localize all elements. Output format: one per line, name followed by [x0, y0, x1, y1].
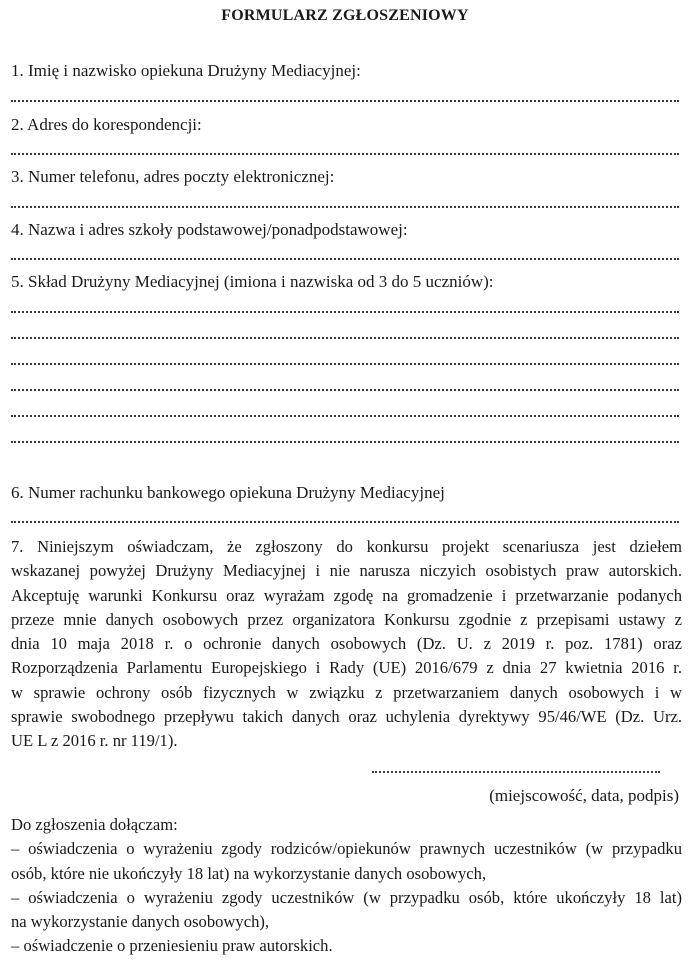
declaration-paragraph: [11, 535, 682, 754]
attachment-line: – oświadczenie o przeniesieniu praw autorskich.: [11, 936, 333, 956]
attachment-line: – oświadczenia o wyrażeniu zgody rodziców/opiekunów prawnych uczestników (w przypadku: [11, 839, 682, 859]
team-member-line-1[interactable]: [11, 311, 679, 313]
team-member-line-5[interactable]: [11, 415, 679, 417]
field-6-label: 6. Numer rachunku bankowego opiekuna Drużyny Mediacyjnej: [11, 483, 445, 502]
signature-caption: (miejscowość, data, podpis): [489, 786, 679, 805]
attachments-heading: Do zgłoszenia dołączam:: [11, 815, 178, 834]
declaration-line: Rozporządzenia Parlamentu Europejskiego i Rady (UE) 2016/679 z dnia 27 kwietnia 2016 r.: [11, 658, 682, 678]
declaration-line: dnia 10 maja 2018 r. o ochronie danych osobowych (Dz. U. z 2019 r. poz. 1781) oraz: [11, 634, 682, 654]
field-1-input-line[interactable]: [11, 100, 679, 102]
declaration-line: Akceptuję warunki Konkursu oraz wyrażam zgodę na gromadzenie i przetwarzanie podanych: [11, 585, 682, 605]
field-1-label: 1. Imię i nazwisko opiekuna Drużyny Mediacyjnej:: [11, 61, 361, 80]
team-member-line-3[interactable]: [11, 363, 679, 365]
form-title: FORMULARZ ZGŁOSZENIOWY: [221, 7, 469, 24]
attachment-line: – oświadczenia o wyrażeniu zgody uczestników (w przypadku osób, które ukończyły 18 lat): [11, 887, 682, 907]
field-4-input-line[interactable]: [11, 258, 679, 260]
attachment-line: osób, które nie ukończyły 18 lat) na wykorzystanie danych osobowych,: [11, 863, 487, 883]
declaration-line: przeze mnie danych osobowych przez organizatora Konkursu zgodnie z przepisami ustawy z: [11, 609, 682, 629]
field-3-input-line[interactable]: [11, 206, 679, 208]
team-member-line-2[interactable]: [11, 337, 679, 339]
field-3-label: 3. Numer telefonu, adres poczty elektronicznej:: [11, 167, 335, 186]
declaration-line: wskazanej powyżej Drużyny Mediacyjnej i nie narusza niczyich osobistych praw autorskich.: [11, 561, 682, 581]
field-2-input-line[interactable]: [11, 153, 679, 155]
declaration-line: 7. Niniejszym oświadczam, że zgłoszony do konkursu projekt scenariusza jest dziełem: [11, 537, 682, 556]
signature-line[interactable]: [372, 771, 660, 773]
declaration-line: sprawie swobodnego przepływu takich danych oraz uchylenia dyrektywy 95/46/WE (Dz. Urz.: [11, 707, 682, 727]
attachment-line: na wykorzystanie danych osobowych),: [11, 912, 270, 932]
field-5-label: 5. Skład Drużyny Mediacyjnej (imiona i nazwiska od 3 do 5 uczniów):: [11, 272, 494, 291]
declaration-line: w sprawie ochrony osób fizycznych w związku z przetwarzaniem danych osobowych i w: [11, 682, 682, 702]
attachments-section: [11, 813, 682, 959]
team-member-line-4[interactable]: [11, 389, 679, 391]
field-4-label: 4. Nazwa i adres szkoły podstawowej/ponadpodstawowej:: [11, 220, 408, 239]
team-member-line-6[interactable]: [11, 441, 679, 443]
field-2-label: 2. Adres do korespondencji:: [11, 115, 202, 134]
field-6-input-line[interactable]: [11, 521, 679, 523]
declaration-line: UE L z 2016 r. nr 119/1).: [11, 731, 178, 751]
